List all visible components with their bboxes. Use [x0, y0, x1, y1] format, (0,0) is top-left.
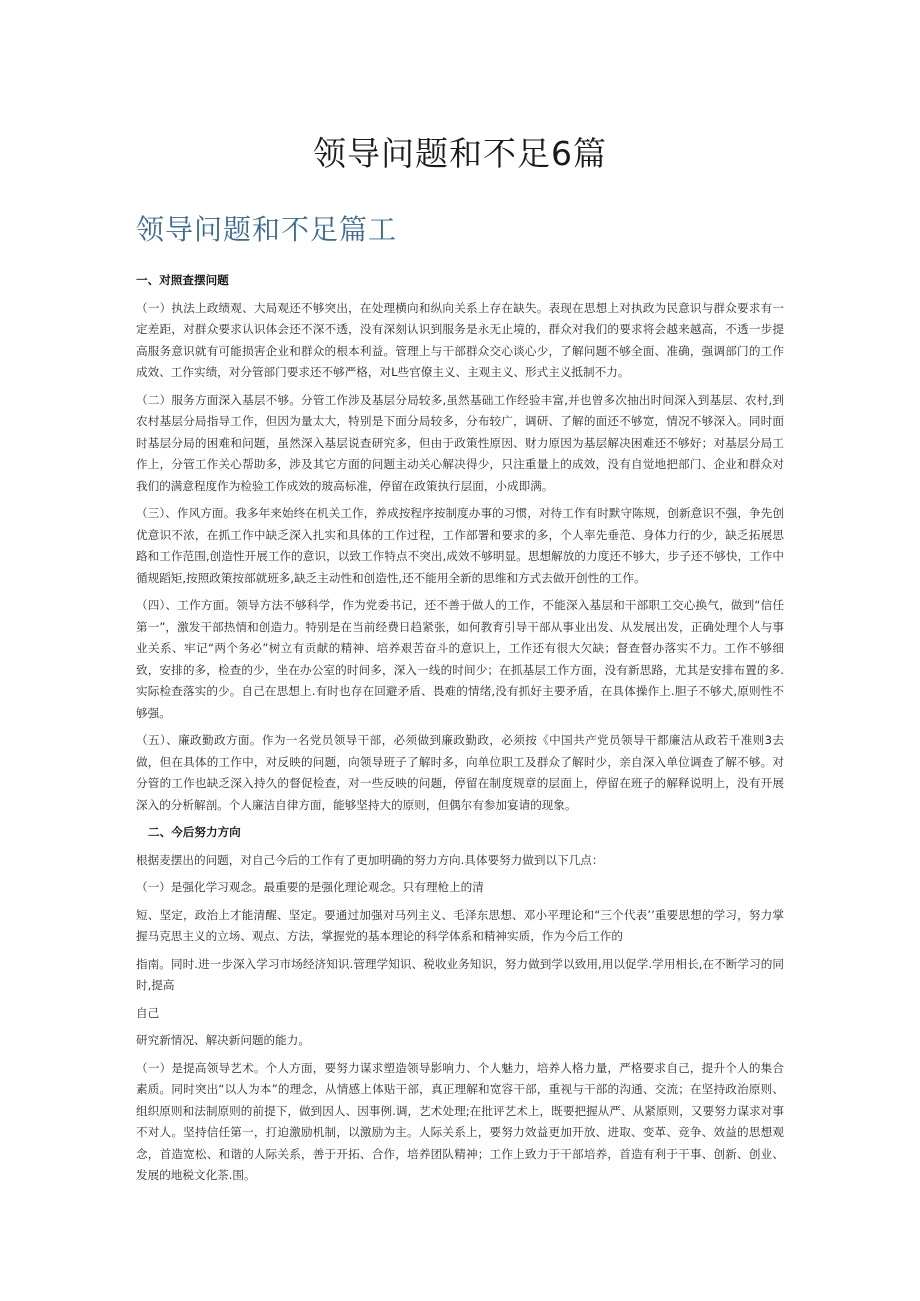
- paragraph-10: 研究新情况、解决新问题的能力。: [136, 1033, 310, 1047]
- paragraph-5: （五）、廉政勤政方面。作为一名党员领导干部，必须做到廉政勤政，必须按《中国共产党员领导干都廉洁从政若千准则3去做，但在具体的工作中，对反映的问题，向领导班子了解时多，向单位职工及群众了解时少，亲自深入单位调查了解不够。对分管的工作也缺乏深入持久的督促检查，对一些反映的问题，停留在制度规章的层面上，停留在班子的解释说明上，没有开展深入的分析解剖。个人廉洁自律方面，能够坚持大的原则，但偶尔有参加宴请的现象。: [136, 733, 784, 812]
- paragraph-2: （二）服务方面深入基层不够。分管工作涉及基层分局较多,虽然基础工作经验丰富,并也曾多次抽出时间深入到基层、农村,到农村基层分局指导工作，但因为量太大，特别是下面分局较多，分布较广，调研、了解的面还不够宽，情况不够深入。同时面时基层分局的困难和问题，虽然深入基层说查研究多，但由于政策性原因、财力原因为基层解决困难还不够好；对基层分局工作上，分管工作关心帮助多，涉及其它方面的问题主动关心解决得少，只注重量上的成效，没有自觉地把部门、企业和群众对我们的满意程度作为检验工作成效的玻高标准，停留在政策执行层面，小成即满。: [136, 392, 784, 493]
- heading-2: 二、今后努力方向: [148, 825, 241, 839]
- paragraph-9b: 自己: [136, 1005, 160, 1020]
- paragraph-11: （一）是提高领导艺术。个人方面，要努力谋求塑造领导影响力、个人魅力，培养人格力量，严格要求自己，提升个人的集合素质。同时突出“以人为本”的理念，从情感上体贴干部，真正理解和宽容干部，重视与干部的沟通、交流；在坚持政治原则、组织原则和法制原则的前提下，做到因人、因事例.调，艺术处理;在批评艺术上，既要把握从严、从紧原则，又要努力谋求对事不对人。坚持信任第一，打迫激励机制，以激励为主。人际关系上，要努力效益更加开放、进取、变革、竞争、效益的思想观念，首造宽松、和谐的人际关系，善于开拓、合作，培养团队精神；工作上致力于干部培养，首造有利于干事、创新、创业、发展的地税文化茶.围。: [136, 1060, 784, 1182]
- paragraph-6: 根据麦摆出的问题，对自己今后的工作有了更加明确的努力方向.具体要努力做到以下几点：: [136, 852, 604, 867]
- paragraph-8: 短、坚定，政治上才能清醒、坚定。要通过加强对马列主义、毛泽东思想、邓小平理论和“三个代表’’重要思想的学习，努力掌握马克思主义的立场、观点、方法，掌握党的基本理论的科学体系和精神实质，作为今后工作的: [136, 907, 784, 943]
- paragraph-4: （四）、工作方面。领导方法不够科学，作为党委书记，还不善于做人的工作，不能深入基层和干部职工交心换气，做到“信任第一”，激发干部热情和创造力。特别是在当前经费日趋紧张，如何教育引导干部从事业出发、从发展出发，正确处理个人与事业关系、牢记“两个务必”树立有贡献的精神、培养艰苦奋斗的意识上，工作还有很大欠缺；督查督办落实不力。工作不够细致，安排的多，检查的少，坐在办公室的时间多，深入一线的时间少；在抓基层工作方面，没有新思路，尤其是安排布置的多.实际检查落实的少。自己在思想上.有时也存在回避矛盾、畏难的情绪,没有抓好主要矛盾，在具体操作上.胆子不够犬,原则性不够强。: [136, 598, 784, 720]
- paragraph-1: （一）执法上政绩观、大局观还不够突出，在处理横向和纵向关系上存在缺失。表现在思想上对执政为民意识与群众要求有一定差距，对群众要求认识体会还不深不透，没有深刻认识到服务是永无止境的，群众对我们的要求将会越来越高，不透一步提高服务意识就有可能损害企业和群众的根本利益。管理上与干部群众交心谈心少，了解问题不够全面、准确，强调部门的工作成效、工作实绩，对分管部门要求还不够严格，对L些官僚主义、主观主义、形式主义抵制不力。: [136, 300, 784, 379]
- document-body: [136, 270, 784, 1193]
- document-title: 领导问题和不足6篇: [313, 134, 607, 173]
- heading-1: 一、对照查摆问题: [136, 273, 229, 287]
- section-title: 领导问题和不足篇工: [136, 213, 398, 246]
- paragraph-9a: 指南。同时.进一步深入学习市场经济知识.管理学知识、税收业务知识，努力做到学以致用,用以促学.学用相长,在不断学习的同时,提高: [136, 956, 784, 992]
- paragraph-7: （一）是强化学习观念。最重要的是强化理论观念。只有理枪上的清: [136, 880, 484, 894]
- paragraph-3: （三）、作风方面。我多年来始终在机关工作，养成按程序按制度办事的习惯，对待工作有时默守陈规，创新意识不强，争先创优意识不浓，在抓工作中缺乏深入扎实和具体的工作过程，工作部署和要求的多，个人率先垂范、身体力行的少，缺乏拓展思路和工作范围,创造性开展工作的意识，以致工作特点不突出,成效不够明显。思想解放的力度还不够大，步子还不够快，工作中循规蹈矩,按照政策按部就班多,缺乏主动性和创造性,还不能用全新的思维和方式去做开创性的工作。: [136, 506, 784, 585]
